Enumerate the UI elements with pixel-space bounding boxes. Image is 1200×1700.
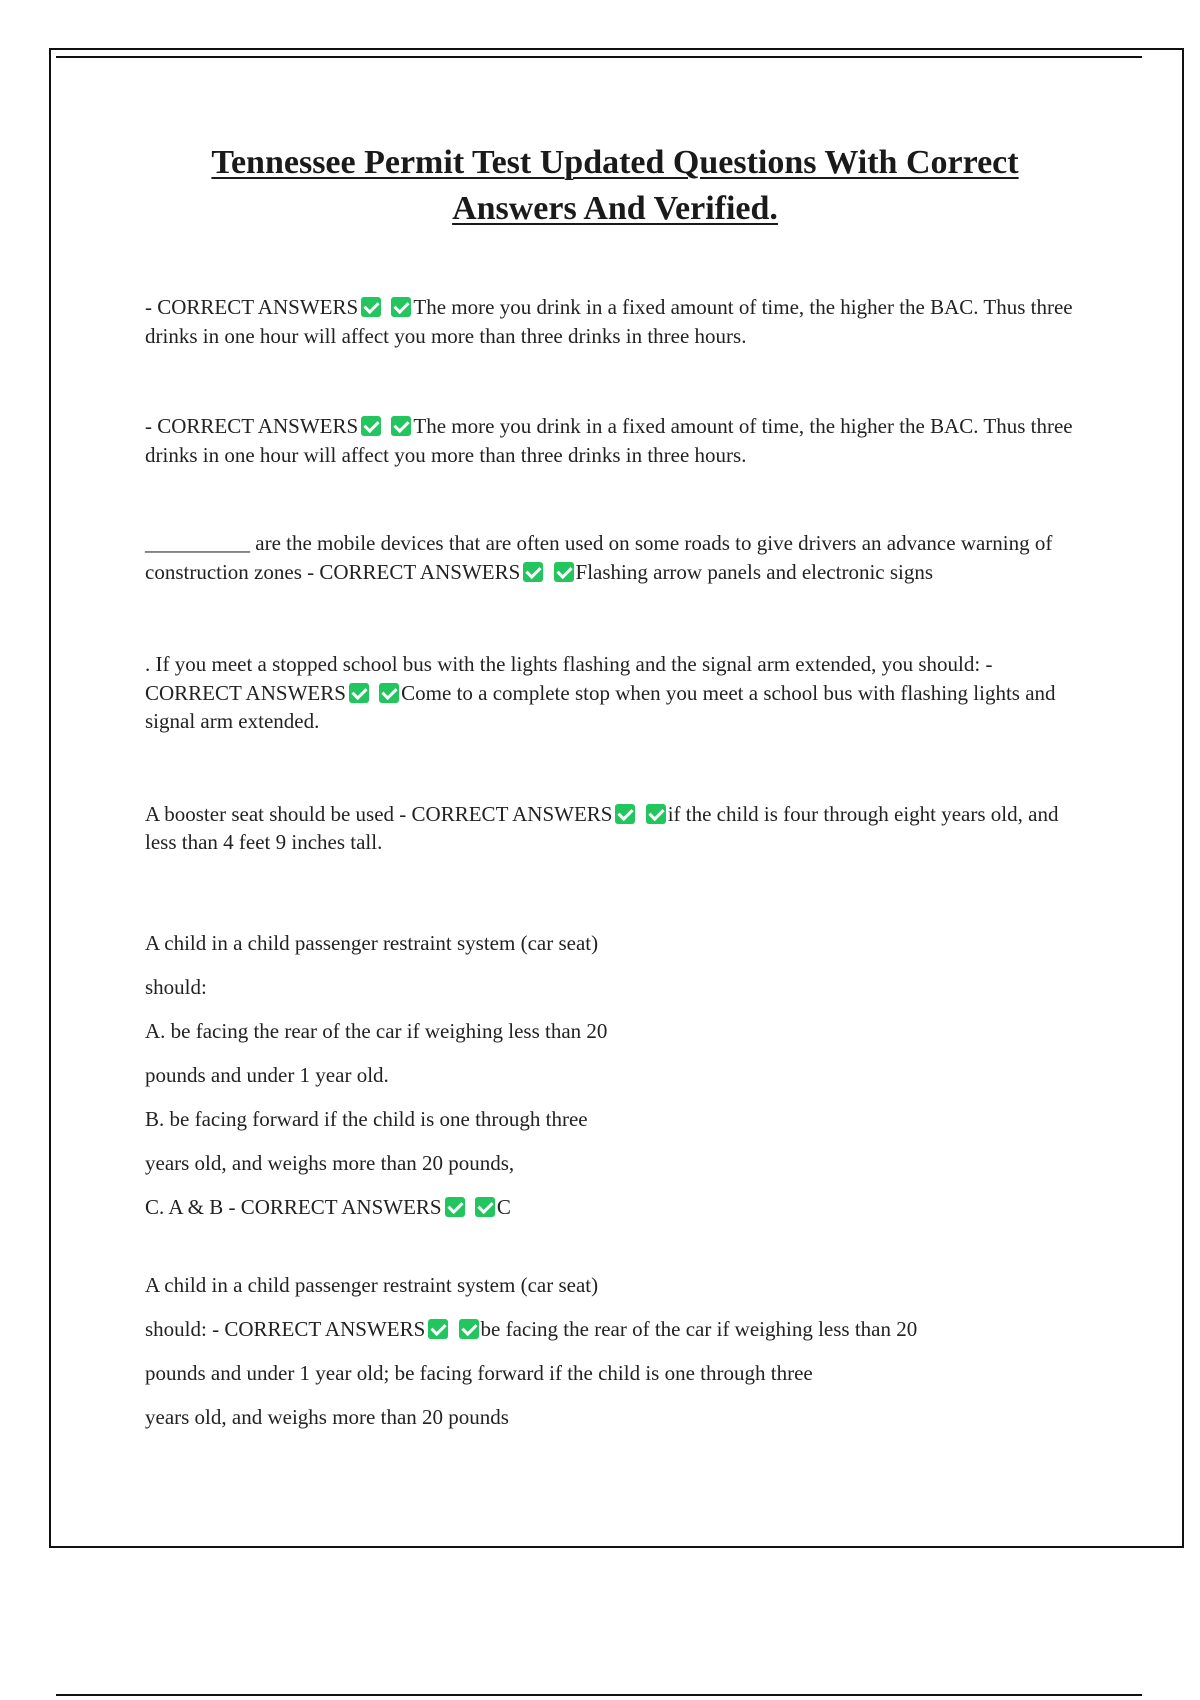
checkmark-icon — [523, 562, 543, 582]
qa-line: years old, and weighs more than 20 pounds — [145, 1404, 509, 1429]
qa-item-3 — [145, 529, 1090, 586]
qa-line: pounds and under 1 year old; be facing forward if the child is one through three — [145, 1360, 813, 1385]
correct-answers-label: CORRECT ANSWERS — [411, 801, 613, 826]
qa-line — [145, 1307, 1090, 1351]
correct-answers-label: CORRECT ANSWERS — [157, 295, 359, 319]
title-line-2: Answers And Verified. — [452, 190, 778, 227]
qa-answer: C — [496, 1194, 511, 1219]
correct-answers-label: CORRECT ANSWERS — [145, 680, 346, 705]
qa-line: A child in a child passenger restraint system (car seat) — [145, 1272, 599, 1297]
checkmark-icon — [391, 416, 411, 436]
checkmark-icon — [445, 1197, 465, 1217]
qa-item-6 — [145, 921, 1090, 1229]
correct-answers-label: CORRECT ANSWERS — [319, 559, 521, 584]
correct-answers-label: CORRECT ANSWERS — [157, 414, 359, 438]
checkmark-icon — [361, 416, 381, 436]
qa-answer: Flashing arrow panels and electronic signs — [575, 559, 934, 584]
correct-answers-label: CORRECT ANSWERS — [240, 1194, 442, 1219]
qa-question: are the mobile devices that are often used on some roads to give drivers an advance warning of construction zones - — [145, 531, 1053, 584]
qa-item-1 — [145, 293, 1090, 350]
qa-prefix: - — [145, 295, 158, 319]
top-rule — [56, 56, 1142, 58]
qa-question: . If you meet a stopped school bus with the lights flashing and the signal arm extended, you should: - — [145, 652, 993, 676]
qa-prefix: C. A & B - — [145, 1194, 241, 1219]
qa-answer: if the child is four through eight years old, and less than 4 feet 9 inches tall. — [145, 801, 1059, 854]
checkmark-icon — [361, 297, 381, 317]
qa-question: A booster seat should be used - — [145, 801, 412, 826]
qa-prefix: - — [145, 414, 158, 438]
fill-in-blank: __________ — [145, 531, 250, 555]
qa-line — [145, 1185, 1090, 1229]
bottom-rule — [56, 1694, 1142, 1696]
checkmark-icon — [475, 1197, 495, 1217]
qa-content — [145, 293, 1090, 1439]
qa-prefix: should: - — [145, 1316, 225, 1341]
qa-item-4 — [145, 650, 1090, 736]
qa-line: pounds and under 1 year old. — [145, 1062, 389, 1087]
qa-line: years old, and weighs more than 20 pounds, — [145, 1150, 515, 1175]
checkmark-icon — [646, 804, 666, 824]
checkmark-icon — [428, 1319, 448, 1339]
qa-answer: The more you drink in a fixed amount of time, the higher the BAC. Thus three drinks in one hour will affect you more than three drinks in three hours. — [145, 295, 1073, 348]
checkmark-icon — [554, 562, 574, 582]
checkmark-icon — [459, 1319, 479, 1339]
qa-item-7 — [145, 1263, 1090, 1439]
qa-item-5 — [145, 800, 1090, 857]
correct-answers-label: CORRECT ANSWERS — [224, 1316, 426, 1341]
qa-answer: be facing the rear of the car if weighing less than 20 — [480, 1316, 918, 1341]
qa-line: should: — [145, 974, 207, 999]
qa-line: B. be facing forward if the child is one through three — [145, 1106, 588, 1131]
qa-answer: Come to a complete stop when you meet a school bus with flashing lights and signal arm extended. — [145, 680, 1056, 733]
checkmark-icon — [615, 804, 635, 824]
qa-answer: The more you drink in a fixed amount of time, the higher the BAC. Thus three drinks in one hour will affect you more than three drinks in three hours. — [145, 414, 1073, 467]
checkmark-icon — [379, 683, 399, 703]
checkmark-icon — [349, 683, 369, 703]
qa-line: A child in a child passenger restraint system (car seat) — [145, 930, 599, 955]
qa-item-2 — [145, 412, 1090, 469]
checkmark-icon — [391, 297, 411, 317]
qa-line: A. be facing the rear of the car if weighing less than 20 — [145, 1018, 608, 1043]
title-line-1: Tennessee Permit Test Updated Questions With Correct — [211, 144, 1019, 181]
document-title — [150, 140, 1080, 232]
